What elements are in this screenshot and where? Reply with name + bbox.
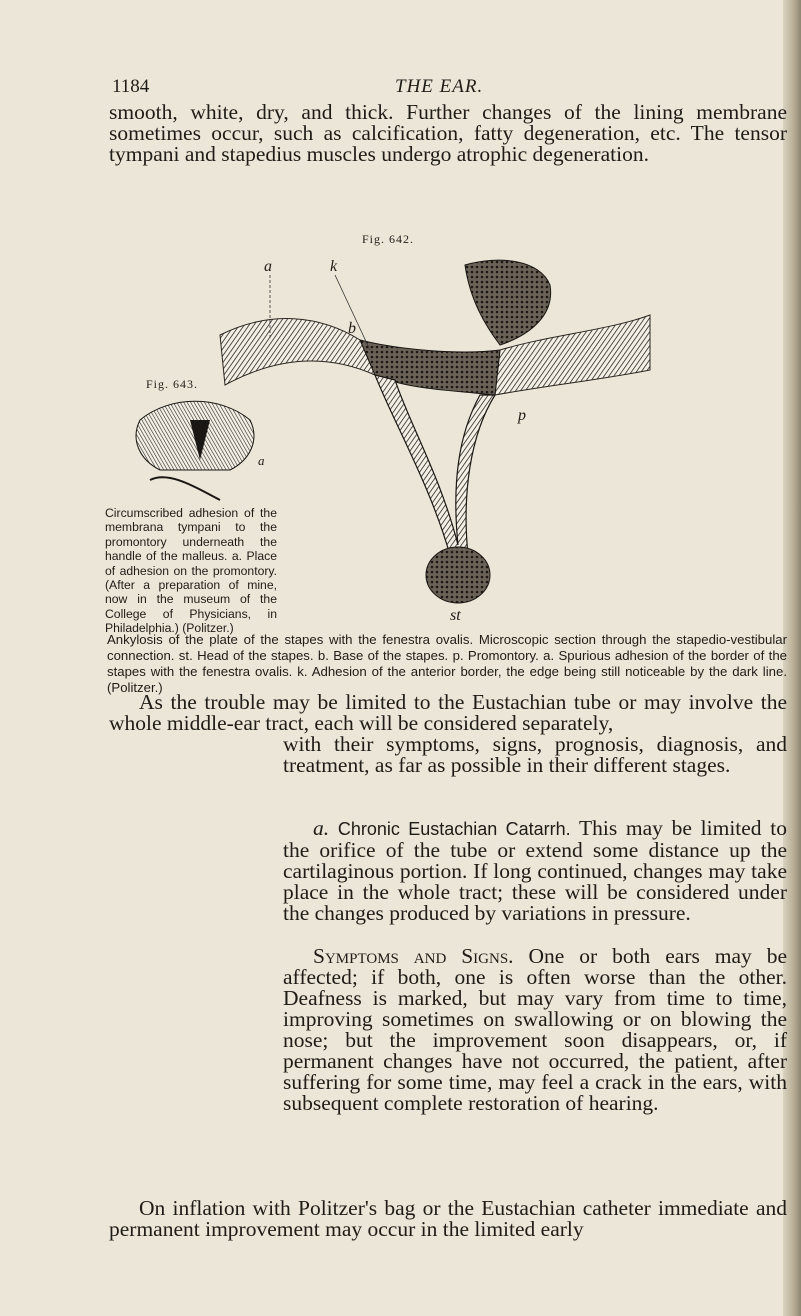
figure-642-letter-a: a: [264, 258, 272, 275]
figure-642-label: Fig. 642.: [362, 232, 415, 246]
figure-643-illustration: [100, 390, 275, 505]
section-a-heading: Chronic Eustachian Catarrh.: [337, 819, 571, 839]
paragraph-inflation: On inflation with Politzer's bag or the Eustachian catheter immediate and permanent improvement may occur in the limited early: [109, 1196, 787, 1241]
section-a-marker: a.: [313, 816, 330, 840]
paragraph-eustachian-intro: As the trouble may be limited to the Eustachian tube or may involve the whole middle-ear tract, each will be considered separately,: [109, 690, 787, 735]
running-title: THE EAR.: [395, 76, 484, 97]
section-symptoms-and-signs: [283, 946, 787, 1114]
figure-642-caption: Ankylosis of the plate of the stapes with the fenestra ovalis. Microscopic section through the stapedio-vestibular connection. st. Head of the stapes. b. Base of the stapes. p. Promontory. a. Spurious adhesion of the border of the stapes with the fenestra ovalis. k. Adhesion of the anterior border, the edge being still noticeable by the dark line. (Politzer.): [107, 632, 787, 695]
figure-643-letter-a: a: [258, 453, 265, 468]
paragraph-intro: smooth, white, dry, and thick. Further changes of the lining membrane sometimes occur, such as calcification, fatty degeneration, etc. The tensor tympani and stapedius muscles undergo atrophic degeneration.: [109, 100, 787, 166]
figure-642-letter-p: p: [518, 407, 526, 424]
section-a-text: This may be limited to the orifice of the tube or extend some distance up the cartilaginous portion. If long continued, changes may take place in the whole tract; these will be considered under the changes produced by variations in pressure.: [283, 816, 787, 925]
symptoms-text: One or both ears may be affected; if both, one is often worse than the other. Deafness is marked, but may vary from time to time, improving sometimes on swallowing or on blowing the nose; but the improvement soon disappears, or, if permanent changes have not occurred, the patient, after suffering for some time, may feel a crack in the ears, with subsequent complete restoration of hearing.: [283, 944, 788, 1115]
symptoms-heading: Symptoms and Signs.: [313, 944, 514, 968]
figure-642-letter-st: st: [450, 607, 461, 624]
figure-642-letter-b: b: [348, 320, 356, 337]
figure-642-letter-k: k: [330, 258, 338, 275]
paragraph-eustachian-continued: with their symptoms, signs, prognosis, diagnosis, and treatment, as far as possible in their different stages.: [283, 732, 787, 777]
figure-643-label: Fig. 643.: [146, 377, 199, 391]
figure-643-caption: Circumscribed adhesion of the membrana tympani to the promontory underneath the handle of the malleus. a. Place of adhesion on the promontory. (After a preparation of mine, now in the museum of the College of Physicians, in Philadelphia.) (Politzer.): [105, 506, 277, 636]
section-chronic-eustachian-catarrh: [283, 818, 787, 924]
page-number: 1184: [112, 76, 150, 97]
